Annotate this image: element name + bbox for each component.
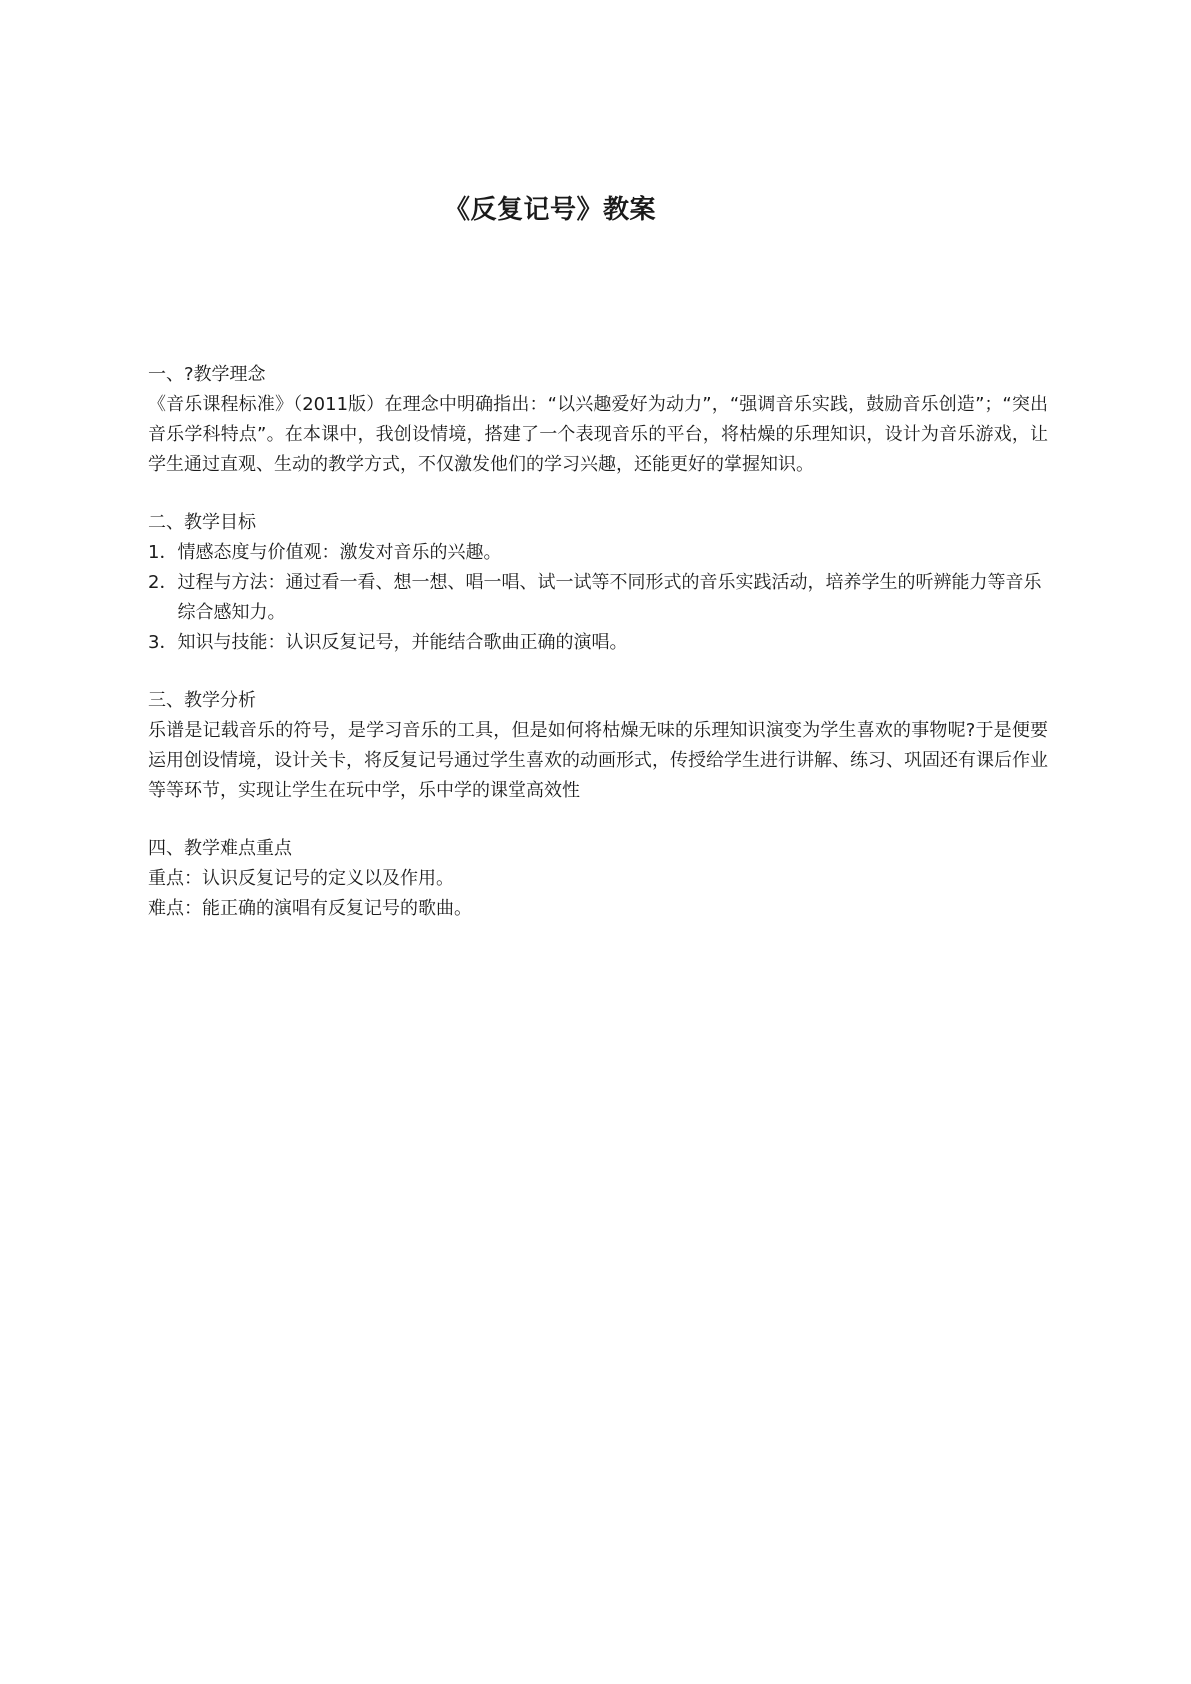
section-heading: 四、教学难点重点 [148,838,292,859]
section-heading: 三、教学分析 [148,690,256,711]
document-body [148,360,1048,952]
list-item-text: 过程与方法：通过看一看、想一想、唱一唱、试一试等不同形式的音乐实践活动，培养学生的听辨能力等音乐综合感知力。 [177,572,1042,623]
section-teaching-analysis [148,686,1048,806]
key-point-line: 重点：认识反复记号的定义以及作用。 [148,868,454,889]
difficult-point-line: 难点：能正确的演唱有反复记号的歌曲。 [148,898,472,919]
list-item-text: 情感态度与价值观：激发对音乐的兴趣。 [177,542,502,563]
section-heading: 一、?教学理念 [148,364,266,385]
list-item-text: 知识与技能：认识反复记号，并能结合歌曲正确的演唱。 [177,632,628,653]
list-item-number: 3． [148,632,178,653]
list-item [148,568,1048,628]
list-item-number: 2． [148,572,178,593]
list-item [148,538,1048,568]
section-heading: 二、教学目标 [148,512,256,533]
section-key-difficult-points [148,834,1048,924]
section-teaching-goals [148,508,1048,658]
section-teaching-philosophy [148,360,1048,480]
document-title: 《反复记号》教案 [443,195,656,225]
list-item [148,628,1048,658]
section-paragraph: 《音乐课程标准》（2011版）在理念中明确指出：“以兴趣爱好为动力”，“强调音乐实践，鼓励音乐创造”；“突出音乐学科特点”。在本课中，我创设情境，搭建了一个表现音乐的平台，将枯燥的乐理知识，设计为音乐游戏，让学生通过直观、生动的教学方式，不仅激发他们的学习兴趣，还能更好的掌握知识。 [148,394,1048,475]
list-item-number: 1． [148,542,178,563]
section-paragraph: 乐谱是记载音乐的符号，是学习音乐的工具，但是如何将枯燥无味的乐理知识演变为学生喜欢的事物呢?于是便要运用创设情境，设计关卡，将反复记号通过学生喜欢的动画形式，传授给学生进行讲解、练习、巩固还有课后作业等等环节，实现让学生在玩中学，乐中学的课堂高效性 [148,720,1048,801]
